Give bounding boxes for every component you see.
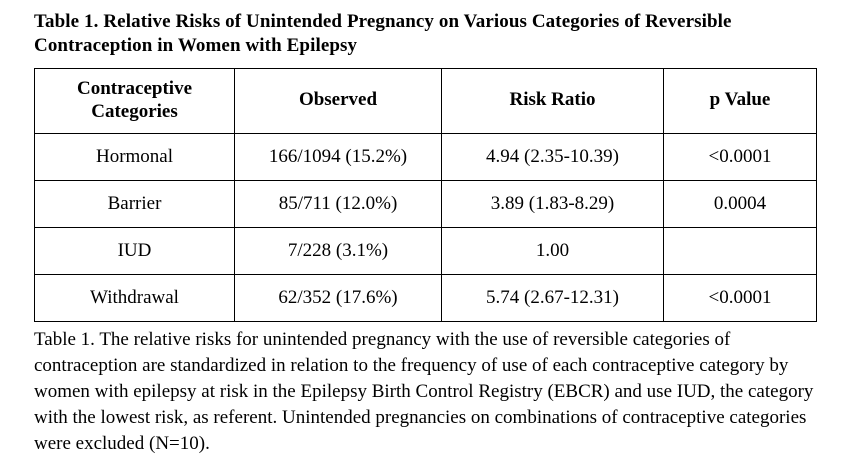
table-row	[35, 274, 817, 321]
cell-risk-ratio: 3.89 (1.83-8.29)	[442, 180, 664, 227]
relative-risks-table	[34, 68, 817, 322]
cell-observed: 166/1094 (15.2%)	[235, 133, 442, 180]
table-title: Table 1. Relative Risks of Unintended Pregnancy on Various Categories of Reversible Contraception in Women with Epilepsy	[34, 11, 732, 57]
table-body	[35, 133, 817, 321]
cell-risk-ratio: 4.94 (2.35-10.39)	[442, 133, 664, 180]
table-row	[35, 180, 817, 227]
table-header	[35, 68, 817, 133]
cell-category: Barrier	[35, 180, 235, 227]
cell-risk-ratio: 1.00	[442, 227, 664, 274]
cell-p-value: <0.0001	[664, 133, 817, 180]
table-caption: Table 1. The relative risks for unintended pregnancy with the use of reversible categories of contraception are standardized in relation to the frequency of use of each contraceptive category by women with epilepsy at risk in the Epilepsy Birth Control Registry (EBCR) and use IUD, the category with the lowest risk, as referent. Unintended pregnancies on combinations of contraceptive categories were excluded (N=10).	[34, 328, 814, 454]
cell-category: Hormonal	[35, 133, 235, 180]
cell-observed: 62/352 (17.6%)	[235, 274, 442, 321]
cell-category: Withdrawal	[35, 274, 235, 321]
column-header-risk-ratio: Risk Ratio	[442, 68, 664, 133]
table-row	[35, 133, 817, 180]
cell-p-value: <0.0001	[664, 274, 817, 321]
table-row	[35, 227, 817, 274]
cell-p-value	[664, 227, 817, 274]
cell-observed: 7/228 (3.1%)	[235, 227, 442, 274]
cell-risk-ratio: 5.74 (2.67-12.31)	[442, 274, 664, 321]
cell-observed: 85/711 (12.0%)	[235, 180, 442, 227]
cell-category: IUD	[35, 227, 235, 274]
column-header-p-value: p Value	[664, 68, 817, 133]
column-header-contraceptive-categories: Contraceptive Categories	[35, 68, 235, 133]
table-header-row	[35, 68, 817, 133]
cell-p-value: 0.0004	[664, 180, 817, 227]
column-header-observed: Observed	[235, 68, 442, 133]
